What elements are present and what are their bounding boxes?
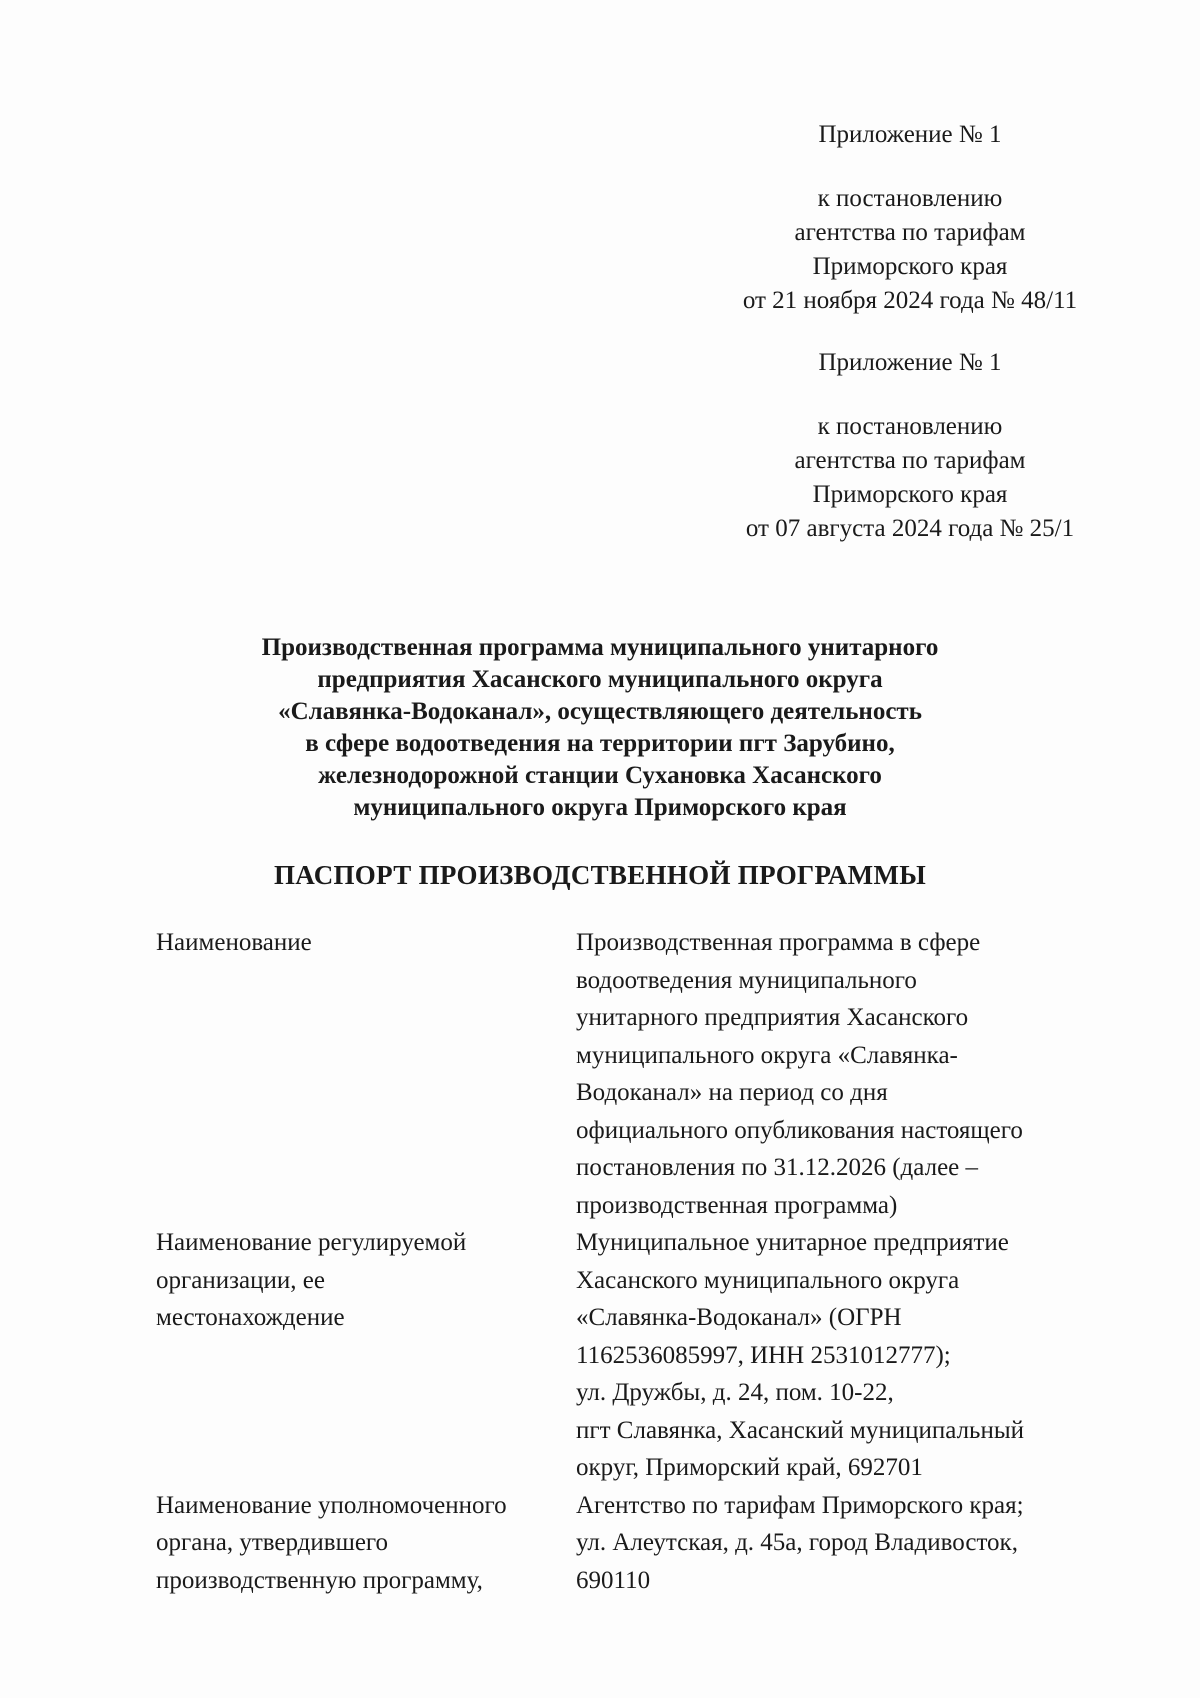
passport-heading: ПАСПОРТ ПРОИЗВОДСТВЕННОЙ ПРОГРАММЫ (273, 860, 927, 890)
label-line: производственную программу, (156, 1566, 483, 1594)
value-line: Хасанского муниципального округа (576, 1266, 960, 1294)
label-line: местонахождение (156, 1304, 345, 1331)
value-line: пгт Славянка, Хасанский муниципальный (576, 1416, 1025, 1444)
appendix-decree-reference: от 07 августа 2024 года № 25/1 (745, 515, 1075, 542)
label-line: Наименование уполномоченного (156, 1491, 507, 1519)
passport-row-label (156, 1487, 576, 1600)
value-line: официального опубликования настоящего (576, 1116, 1023, 1144)
passport-row-value (576, 1224, 1116, 1487)
appendix-line: агентства по тарифам (794, 219, 1026, 246)
passport-row-label (156, 1224, 576, 1337)
passport-row-value (576, 924, 1116, 1224)
appendix-line: агентства по тарифам (794, 447, 1026, 474)
appendix-block-original (700, 346, 1120, 546)
program-title-line: муниципального округа Приморского края (353, 794, 847, 821)
appendix-line: Приморского края (812, 253, 1008, 280)
passport-row-name (156, 924, 1116, 1224)
value-line: муниципального округа «Славянка- (576, 1041, 958, 1069)
program-title-line: предприятия Хасанского муниципального округа (317, 666, 883, 693)
passport-row-value (576, 1487, 1116, 1600)
value-line: производственная программа) (576, 1191, 898, 1219)
value-line: унитарного предприятия Хасанского (576, 1004, 969, 1031)
value-line: «Славянка-Водоканал» (ОГРН (576, 1304, 902, 1331)
program-title-line: Производственная программа муниципального унитарного (261, 634, 939, 661)
appendix-decree-reference: от 21 ноября 2024 года № 48/11 (742, 287, 1078, 314)
value-line: 1162536085997, ИНН 2531012777); (576, 1341, 951, 1369)
program-title-line: «Славянка-Водоканал», осуществляющего деятельность (278, 698, 922, 725)
value-line: ул. Алеутская, д. 45а, город Владивосток, (576, 1529, 1018, 1556)
value-line: округ, Приморский край, 692701 (576, 1454, 923, 1481)
appendix-line: к постановлению (817, 185, 1003, 212)
program-title-line: железнодорожной станции Сухановка Хасанского (318, 762, 882, 789)
program-title (150, 632, 1050, 824)
value-line: Производственная программа в сфере (576, 929, 981, 956)
label-line: организации, ее (156, 1266, 325, 1294)
appendix-line: Приморского края (812, 481, 1008, 508)
label-line: Наименование (156, 929, 312, 956)
value-line: Агентство по тарифам Приморского края; (576, 1491, 1024, 1519)
passport-table (156, 924, 1116, 1599)
value-line: 690110 (576, 1566, 651, 1594)
appendix-line: к постановлению (817, 413, 1003, 440)
passport-row-label (156, 924, 576, 962)
passport-row-authority (156, 1487, 1116, 1600)
value-line: Муниципальное унитарное предприятие (576, 1229, 1009, 1256)
label-line: Наименование регулируемой (156, 1229, 467, 1256)
passport-row-organization (156, 1224, 1116, 1487)
label-line: органа, утвердившего (156, 1529, 389, 1556)
appendix-block-current (700, 118, 1120, 318)
appendix-title: Приложение № 1 (818, 121, 1002, 148)
value-line: водоотведения муниципального (576, 966, 917, 994)
appendix-title: Приложение № 1 (818, 349, 1002, 376)
program-title-line: в сфере водоотведения на территории пгт Зарубино, (305, 730, 895, 757)
value-line: постановления по 31.12.2026 (далее – (576, 1154, 979, 1181)
value-line: ул. Дружбы, д. 24, пом. 10-22, (576, 1379, 894, 1406)
value-line: Водоканал» на период со дня (576, 1079, 888, 1106)
